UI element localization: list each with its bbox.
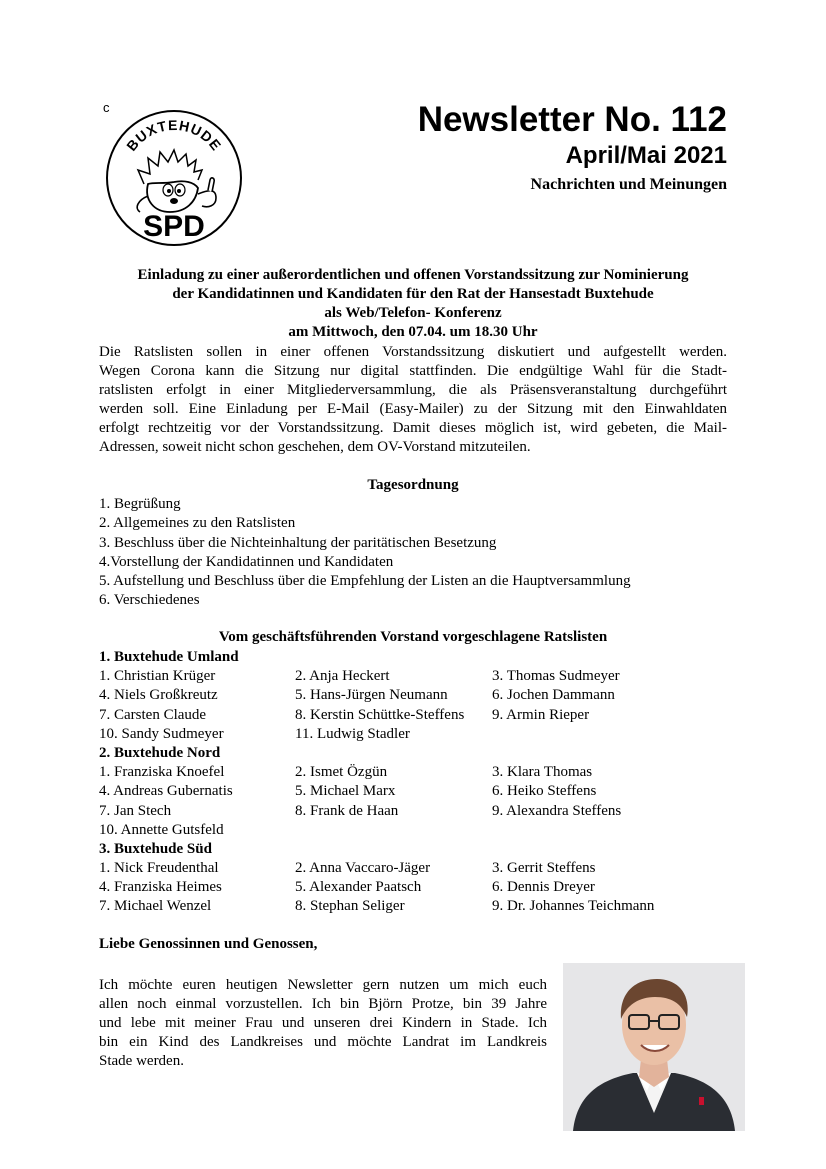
person-portrait-icon <box>563 963 745 1131</box>
candidate: 4. Franziska Heimes <box>99 879 222 896</box>
candidate: 9. Dr. Johannes Teichmann <box>492 898 655 915</box>
list-group-heading: 2. Buxtehude Nord <box>99 744 221 761</box>
intro-line: Ich möchte euren heutigen Newsletter gern nutzen um mich euch <box>99 977 547 993</box>
letter-intro <box>99 976 547 1071</box>
intro-line: allen noch einmal vorzustellen. Ich bin Björn Protze, bin 39 Jahre <box>99 996 547 1012</box>
candidate: 3. Thomas Sudmeyer <box>492 668 620 685</box>
svg-text:SPD: SPD <box>143 210 205 243</box>
intro-line: und lebe mit meiner Frau und unseren drei Kindern in Stade. Ich <box>99 1015 547 1031</box>
candidate: 3. Gerrit Steffens <box>492 860 596 877</box>
newsletter-date: April/Mai 2021 <box>565 142 727 169</box>
candidate: 1. Christian Krüger <box>99 668 216 685</box>
candidate: 4. Niels Großkreutz <box>99 687 218 704</box>
body-line: Die Ratslisten sollen in einer offenen Vorstandssitzung diskutiert und aufgestellt werden. <box>99 344 727 360</box>
portrait-photo <box>563 963 745 1131</box>
candidate: 8. Stephan Seliger <box>295 898 405 915</box>
candidate: 3. Klara Thomas <box>492 764 593 781</box>
list-group-heading: 1. Buxtehude Umland <box>99 649 239 665</box>
candidate: 6. Dennis Dreyer <box>492 879 595 896</box>
candidate: 5. Alexander Paatsch <box>295 879 422 896</box>
agenda-list <box>99 495 631 611</box>
invitation-heading-line-1: Einladung zu einer außerordentlichen und offenen Vorstandssitzung zur Nominierung <box>137 267 689 283</box>
candidate: 2. Ismet Özgün <box>295 764 388 781</box>
candidate: 10. Annette Gutsfeld <box>99 821 224 838</box>
invitation-heading-line-3: als Web/Telefon- Konferenz <box>324 305 502 321</box>
letter-greeting: Liebe Genossinnen und Genossen, <box>99 936 318 952</box>
candidate: 1. Nick Freudenthal <box>99 860 219 877</box>
corner-mark: c <box>103 100 110 115</box>
candidate: 8. Kerstin Schüttke-Steffens <box>295 706 465 723</box>
body-line: Adressen, soweit nicht schon geschehen, dem OV-Vorstand mitzuteilen. <box>99 439 531 455</box>
candidate: 6. Jochen Dammann <box>492 687 615 704</box>
newsletter-title: Newsletter No. 112 <box>417 100 727 139</box>
agenda-item: 6. Verschiedenes <box>99 592 200 609</box>
candidate: 4. Andreas Gubernatis <box>99 783 233 800</box>
candidate: 2. Anna Vaccaro-Jäger <box>295 860 431 877</box>
lists-title: Vom geschäftsführenden Vorstand vorgeschlagene Ratslisten <box>218 629 608 645</box>
intro-line: bin ein Kind des Landkreises und möchte Landrat im Landkreis <box>99 1034 547 1050</box>
invitation-heading-line-4: am Mittwoch, den 07.04. um 18.30 Uhr <box>288 324 538 340</box>
body-line: ratslisten erfolgt in einer Mitgliederversammlung, die als Präsensveranstaltung durchgeführt <box>99 382 727 398</box>
candidate: 8. Frank de Haan <box>295 802 399 819</box>
agenda-item: 3. Beschluss über die Nichteinhaltung der paritätischen Besetzung <box>99 534 497 551</box>
body-line: Wegen Corona kann die Sitzung nur digital stattfinden. Die endgültige Wahl für die Stadt- <box>99 363 727 379</box>
spd-buxtehude-logo <box>104 108 244 248</box>
intro-line: Stade werden. <box>99 1053 184 1069</box>
agenda-item: 4.Vorstellung der Kandidatinnen und Kandidaten <box>99 553 394 570</box>
candidate: 5. Hans-Jürgen Neumann <box>295 687 448 704</box>
invitation-body <box>99 343 727 457</box>
body-line: erfolgt rechtzeitig vor der Vorstandssitzung. Damit dieses möglich ist, wird gebeten, die Mail- <box>99 420 727 436</box>
candidate: 1. Franziska Knoefel <box>99 764 225 781</box>
candidate: 10. Sandy Sudmeyer <box>99 725 224 742</box>
candidate: 6. Heiko Steffens <box>492 783 597 800</box>
candidate: 2. Anja Heckert <box>295 668 390 685</box>
agenda-item: 5. Aufstellung und Beschluss über die Empfehlung der Listen an die Hauptversammlung <box>99 573 631 590</box>
candidate: 9. Armin Rieper <box>492 706 590 723</box>
agenda-item: 1. Begrüßung <box>99 496 181 512</box>
candidate: 7. Michael Wenzel <box>99 898 212 915</box>
list-group-heading: 3. Buxtehude Süd <box>99 840 212 857</box>
agenda-title: Tagesordnung <box>367 477 459 493</box>
invitation-heading-line-2: der Kandidatinnen und Kandidaten für den Rat der Hansestadt Buxtehude <box>172 286 654 302</box>
agenda-item: 2. Allgemeines zu den Ratslisten <box>99 515 296 532</box>
newsletter-subtitle: Nachrichten und Meinungen <box>530 176 727 193</box>
candidate: 5. Michael Marx <box>295 783 396 800</box>
candidate: 7. Carsten Claude <box>99 706 207 723</box>
svg-text:BUXTEHUDE: BUXTEHUDE <box>123 116 225 154</box>
body-line: werden soll. Eine Einladung per E-Mail (Easy-Mailer) zu der Sitzung mit den Einwahldaten <box>99 401 727 417</box>
candidate: 9. Alexandra Steffens <box>492 802 622 819</box>
candidate: 7. Jan Stech <box>99 802 172 819</box>
candidate: 11. Ludwig Stadler <box>295 725 410 742</box>
hedgehog-logo-icon <box>104 108 244 248</box>
